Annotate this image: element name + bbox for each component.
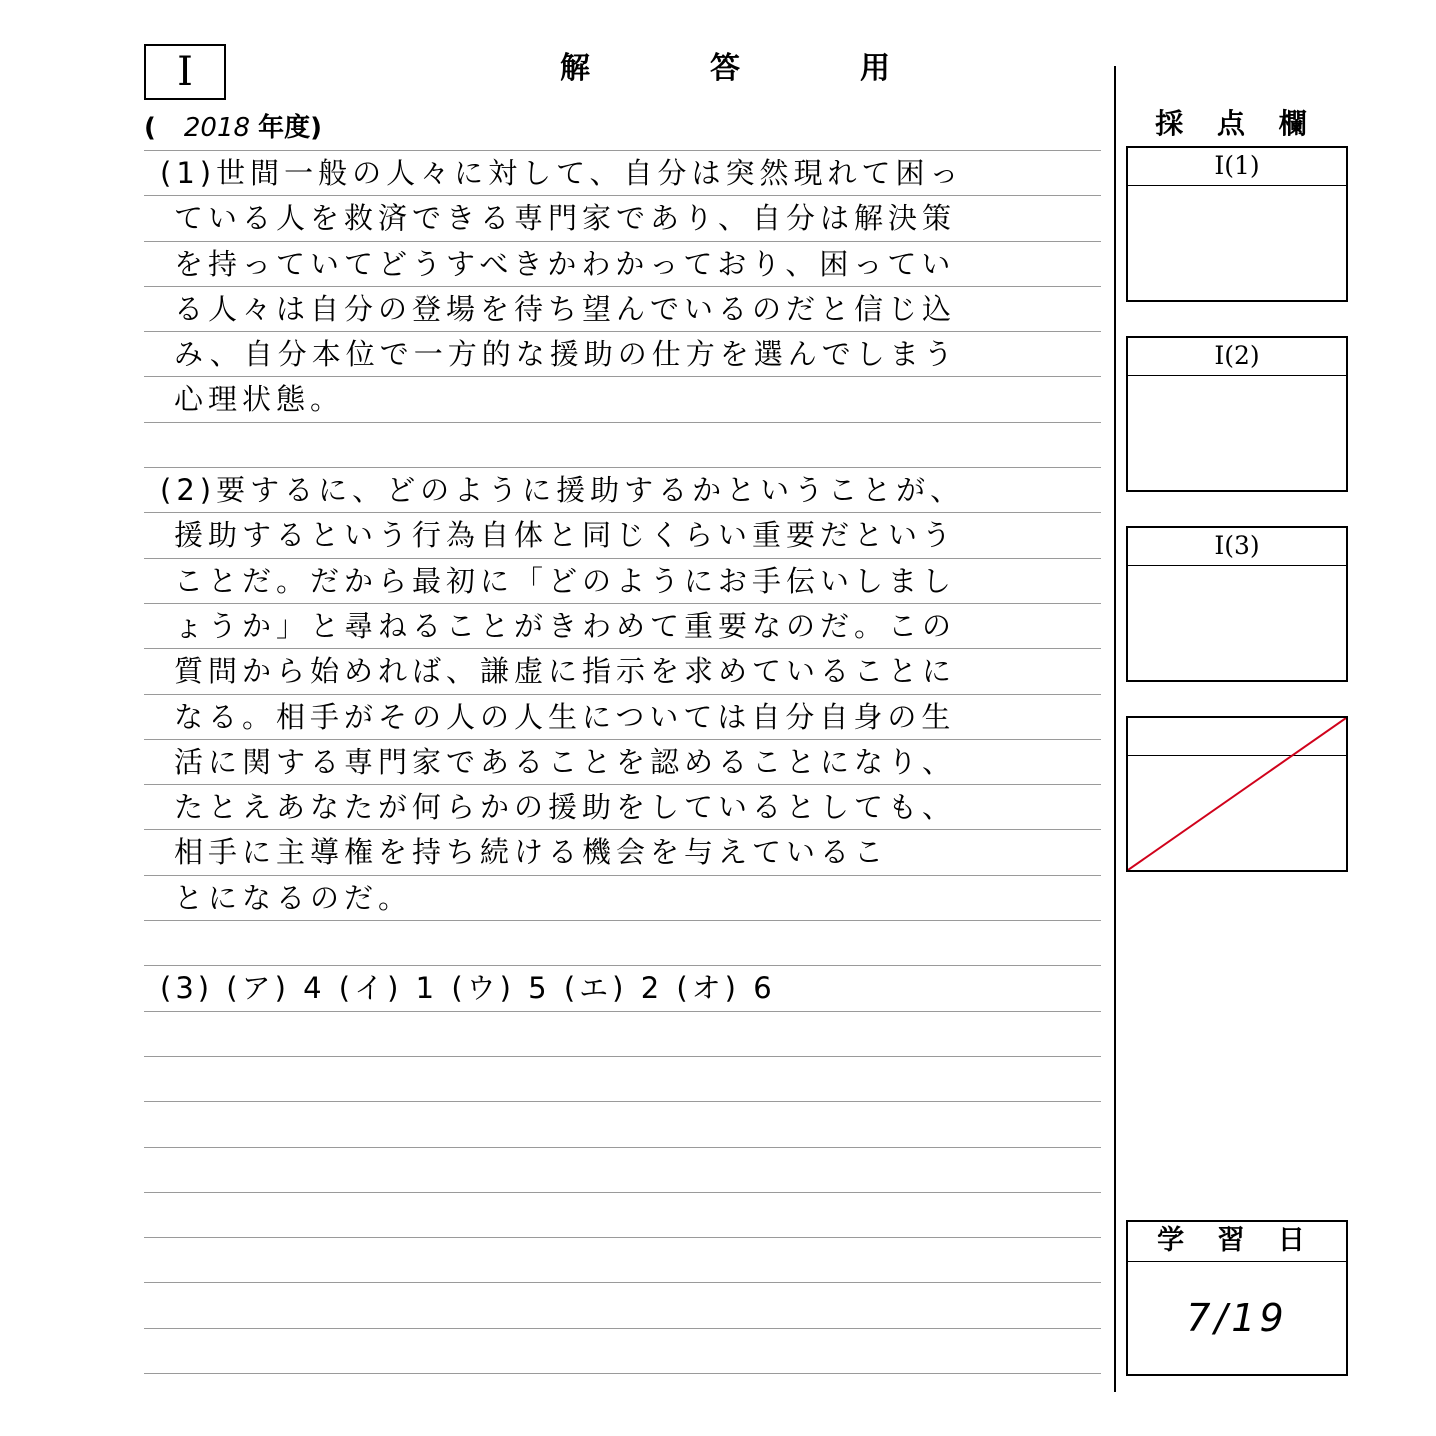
score-box [1126, 336, 1348, 492]
answer-line [144, 1282, 1101, 1327]
answer-line: 援助するという行為自体と同じくらい重要だという [144, 512, 1101, 557]
score-box-label: Ⅰ(2) [1128, 338, 1346, 376]
answer-line [144, 1237, 1101, 1282]
score-box [1126, 146, 1348, 302]
answer-line: 活に関する専門家であることを認めることになり、 [144, 739, 1101, 784]
answer-line: ている人を救済できる専門家であり、自分は解決策 [144, 195, 1101, 240]
answer-line [144, 1056, 1101, 1101]
answer-line: を持っていてどうすべきかわかっており、困ってい [144, 241, 1101, 286]
score-box-label: Ⅰ(3) [1128, 528, 1346, 566]
answer-line [144, 1011, 1101, 1056]
year-value: 2018 [183, 113, 251, 143]
answer-lines [144, 150, 1101, 1418]
year-suffix: 年度) [258, 113, 322, 143]
study-date-box [1126, 1220, 1348, 1376]
study-date-label: 学 習 日 [1128, 1222, 1346, 1262]
title-char: 答 [710, 51, 740, 86]
answer-line: とになるのだ。 [144, 875, 1101, 920]
answer-line [144, 1147, 1101, 1192]
title-char: 用 [860, 51, 890, 86]
year-line [144, 108, 322, 148]
score-box-unused [1126, 716, 1348, 872]
answer-line [144, 1373, 1101, 1418]
cross-out-mark [1128, 718, 1346, 870]
answer-line: み、自分本位で一方的な援助の仕方を選んでしまう [144, 331, 1101, 376]
page-title [560, 40, 890, 90]
answer-line [144, 1328, 1101, 1373]
answer-line: 心理状態。 [144, 376, 1101, 421]
title-char: 解 [560, 51, 590, 86]
answer-line [144, 1192, 1101, 1237]
answer-line: ょうか」と尋ねることがきわめて重要なのだ。この [144, 603, 1101, 648]
section-number: Ⅰ [177, 49, 193, 95]
score-box-label: Ⅰ(1) [1128, 148, 1346, 186]
answer-line [144, 422, 1101, 467]
year-prefix: ( [144, 113, 156, 143]
answer-line [144, 1101, 1101, 1146]
answer-line: 相手に主導権を持ち続ける機会を与えているこ [144, 829, 1101, 874]
answer-line: (1)世間一般の人々に対して、自分は突然現れて困っ [144, 150, 1101, 195]
answer-line: (3) (ア) 4 (イ) 1 (ウ) 5 (エ) 2 (オ) 6 [144, 965, 1101, 1010]
answer-line: ことだ。だから最初に「どのようにお手伝いしまし [144, 558, 1101, 603]
study-date-value: 7/19 [1186, 1296, 1288, 1340]
score-box [1126, 526, 1348, 682]
answer-line [144, 920, 1101, 965]
answer-line: なる。相手がその人の人生については自分自身の生 [144, 694, 1101, 739]
column-divider [1114, 66, 1116, 1392]
score-heading: 採 点 欄 [1155, 107, 1319, 140]
section-number-box [144, 44, 226, 100]
answer-line: 質問から始めれば、謙虚に指示を求めていることに [144, 648, 1101, 693]
answer-line: る人々は自分の登場を待ち望んでいるのだと信じ込 [144, 286, 1101, 331]
answer-line: たとえあなたが何らかの援助をしているとしても、 [144, 784, 1101, 829]
answer-line: (2)要するに、どのように援助するかということが、 [144, 467, 1101, 512]
